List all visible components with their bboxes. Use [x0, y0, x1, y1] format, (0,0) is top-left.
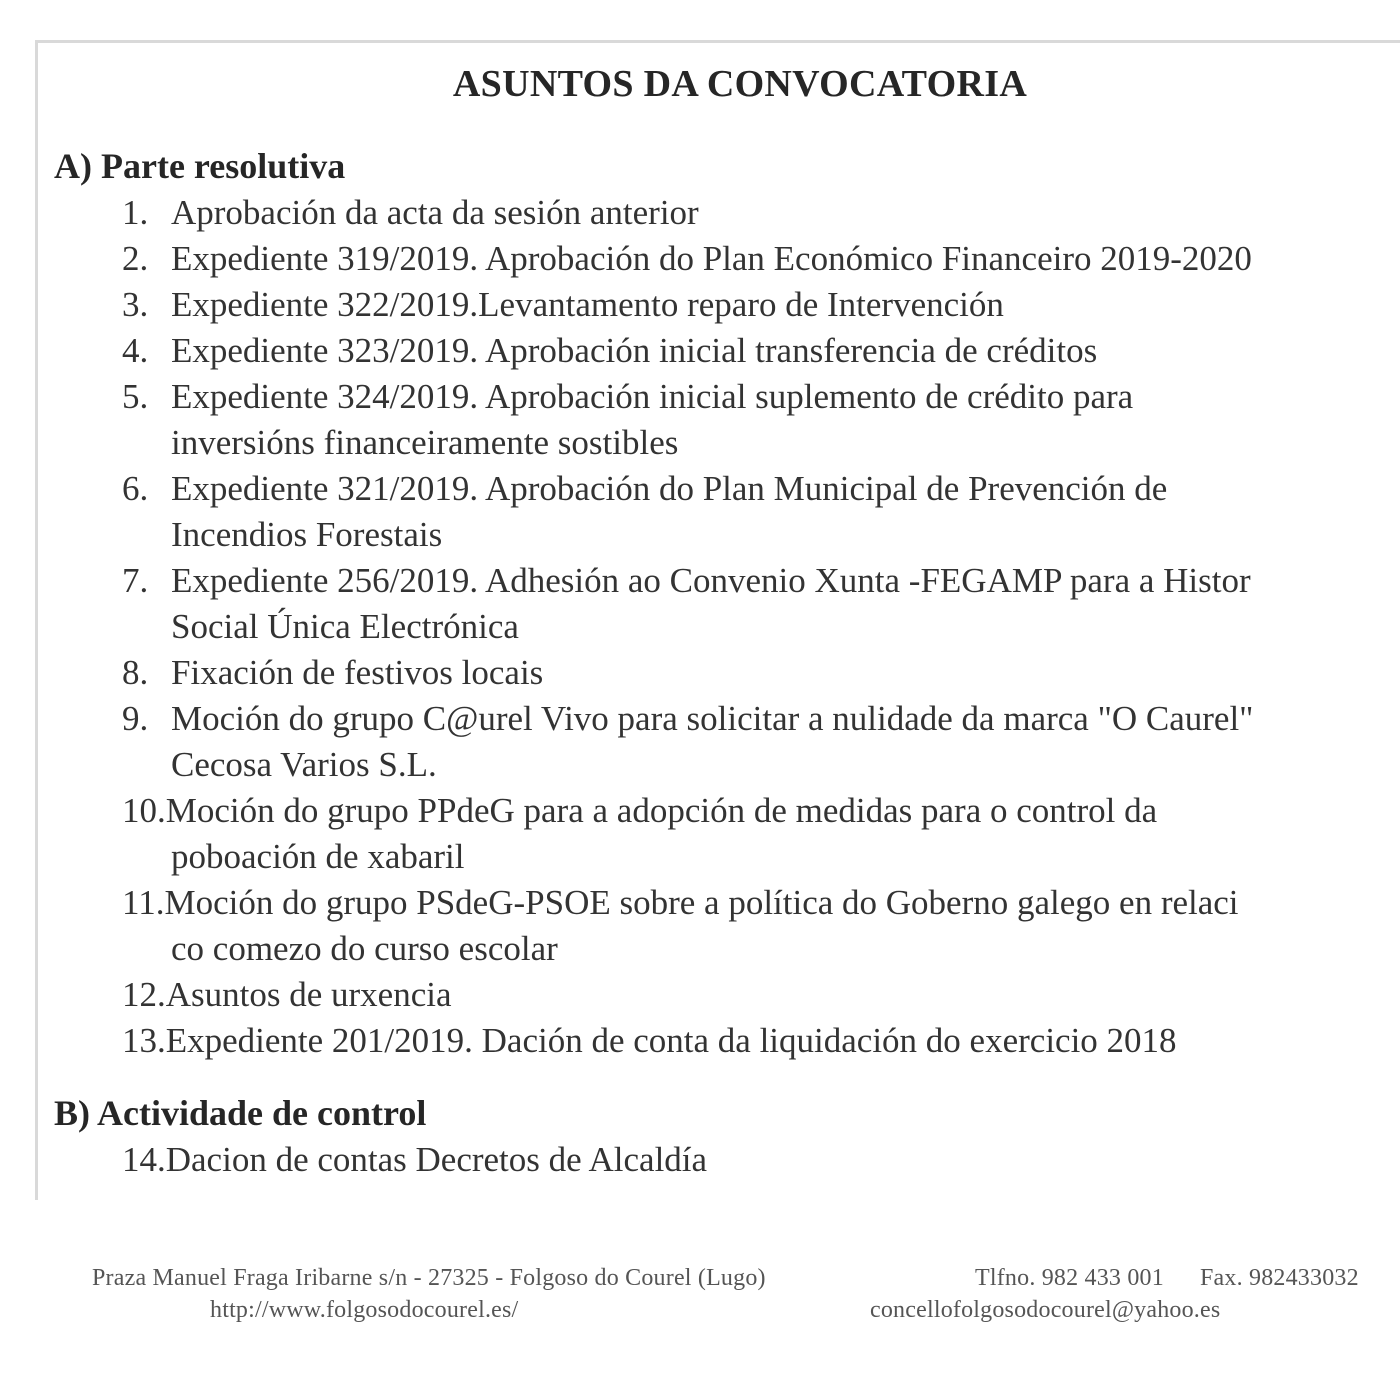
- agenda-item: 2. Expediente 319/2019. Aprobación do Plan Económico Financeiro 2019-2020: [122, 239, 1252, 278]
- section-b-heading: B) Actividade de control: [54, 1093, 427, 1133]
- agenda-item: 7. Expediente 256/2019. Adhesión ao Convenio Xunta -FEGAMP para a Histor Social Única Electrónica: [122, 561, 1251, 646]
- footer-fax: Fax. 982433032: [1200, 1265, 1359, 1291]
- section-b-list: [122, 1137, 1400, 1183]
- section-a-heading: A) Parte resolutiva: [54, 146, 346, 186]
- document-title: ASUNTOS DA CONVOCATORIA: [452, 63, 1028, 105]
- footer-email[interactable]: concellofolgosodocourel@yahoo.es: [870, 1297, 1221, 1323]
- agenda-item: 5. Expediente 324/2019. Aprobación inicial suplemento de crédito para inversións financeiramente sostibles: [122, 377, 1134, 462]
- footer-phone: Tlfno. 982 433 001: [975, 1265, 1164, 1291]
- agenda-item: 14.Dacion de contas Decretos de Alcaldía: [122, 1140, 708, 1179]
- agenda-item: 12.Asuntos de urxencia: [122, 975, 452, 1014]
- agenda-item: 4. Expediente 323/2019. Aprobación inicial transferencia de créditos: [122, 331, 1098, 370]
- agenda-item: 11.Moción do grupo PSdeG-PSOE sobre a política do Goberno galego en relaci co comezo do curso escolar: [122, 883, 1239, 968]
- footer-address: Praza Manuel Fraga Iribarne s/n - 27325 - Folgoso do Courel (Lugo): [92, 1265, 766, 1291]
- section-a-list: [122, 190, 1400, 1064]
- agenda-item: 10.Moción do grupo PPdeG para a adopción de medidas para o control da poboación de xabaril: [122, 791, 1158, 876]
- agenda-item: 13.Expediente 201/2019. Dación de conta da liquidación do exercicio 2018: [122, 1021, 1177, 1060]
- agenda-item: 3. Expediente 322/2019.Levantamento reparo de Intervención: [122, 285, 1004, 324]
- agenda-item: 1. Aprobación da acta da sesión anterior: [122, 193, 699, 232]
- agenda-item: 6. Expediente 321/2019. Aprobación do Plan Municipal de Prevención de Incendios Forestais: [122, 469, 1168, 554]
- footer-website[interactable]: http://www.folgosodocourel.es/: [210, 1297, 519, 1323]
- agenda-item: 8. Fixación de festivos locais: [122, 653, 544, 692]
- agenda-item: 9. Moción do grupo C@urel Vivo para solicitar a nulidade da marca "O Caurel" Cecosa Varios S.L.: [122, 699, 1254, 784]
